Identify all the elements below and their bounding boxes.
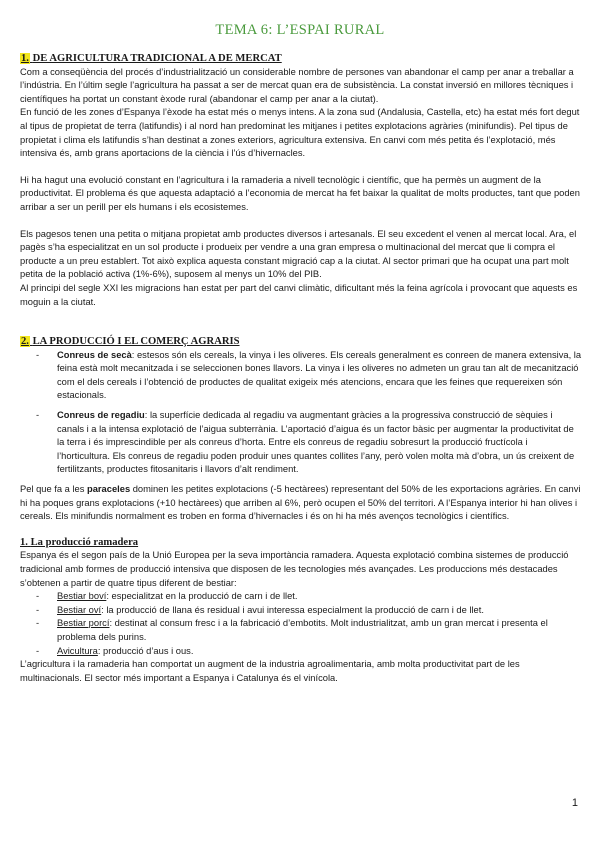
text-ovi: : la producció de llana és residual i avui interessa especialment la producció de carn i de llet.: [101, 604, 484, 615]
text-regadiu: : la superfície dedicada al regadiu va augmentant gràcies a la progressiva construcció de sèquies i canals i a la intensa explotació de l’aigua subterrània. L’aportació d’aigua és un factor bàsic per augmentar la productivitat de la terra i és imprescindible per als conreus d’horta. Entre els conreus de regadiu sobresurt la producció fructícola i l’horticultura. Els conreus de regadiu poden produir unes quantes collites l’any, però volen molta mà d’obra, un ús creixent de fertilitzants, productes fitosanitaris i llavors d’alt rendiment.: [57, 410, 575, 475]
section-2-paragraph: [20, 483, 582, 524]
list-item-porci: [20, 617, 582, 644]
section-1-title: DE AGRICULTURA TRADICIONAL A DE MERCAT: [32, 53, 282, 64]
document-body: [20, 52, 582, 685]
section-1-paragraph-1: Com a conseqüència del procés d’industrialització un considerable nombre de persones van abandonar el camp per anar a treballar a l’indústria. En l’últim segle l’agricultura ha passat a ser de mercat quan era de subsistència. La constat inversió en millores tècniques i científiques ha portat un constant èxode rural (abandonar el camp per anar a la ciutat).: [20, 66, 574, 104]
list-item-avicultura: [20, 645, 582, 659]
page-number: 1: [571, 797, 578, 809]
parceles-pre: Pel que fa a les: [20, 484, 88, 495]
section-2-title: LA PRODUCCIÓ I EL COMERÇ AGRARIS: [32, 336, 240, 348]
section-1-heading: [20, 52, 582, 66]
parceles-post: dominen les petites explotacions (-5 hectàrees) representant del 50% de les exportacions agràries. En canvi hi ha poques grans explotacions (+10 hectàrees) que arriben al 6%, però ocupen el 50% del territori. A l’Espanya interior hi han olives i cereals. Els minifundis normalment es troben en forma d’hivernacles i és on hi ha més avenços tecnològics i científics.: [20, 484, 581, 522]
list-item-bovi: [20, 590, 582, 604]
section-3-number: 1.: [20, 536, 28, 548]
section-1-paragraph-4: Els pagesos tenen una petita o mitjana propietat amb productes diversos i artesanals. El seu excedent el venen al mercat local. Ara, el pagès s’ha especialitzat en un sol producte i produeix per vendre a una gran empresa o multinacional del mercat que li compra el producte a un preu establert. Tot això explica aquesta constant migració cap a la ciutat. Al sector primari que ha ocupat una part molt petita de la població activa (1%-6%), suposem al menys un 10% del PIB.: [20, 228, 577, 280]
text-avicultura: : producció d’aus i ous.: [97, 645, 194, 656]
text-seca: : estesos són els cereals, la vinya i les oliveres. Els cereals generalment es conreen de manera extensiva, la feina està molt mecanitzada i se seleccionen bones llavors. La vinya i les oliveres no admeten un grau tan alt de mecanització com el dels cereals i l’obtenció de productes de qualitat exigeix més atencions, encara que les feines que requereixen són estacionals.: [57, 349, 582, 401]
section-2-list: [20, 349, 582, 477]
section-1-paragraph-3: Hi ha hagut una evolució constant en l’agricultura i la ramaderia a nivell tecnològic i científic, que ha permès un augment de la productivitat. El problema és que aquesta adaptació a l’economia de mercat ha fet baixar la qualitat de molts productes, tant que poden arribar a ser un perill per els humans i els ecosistemes.: [20, 174, 580, 212]
term-regadiu: Conreus de regadiu: [57, 410, 145, 421]
section-1-paragraph-5: Al principi del segle XXI les migracions han estat per part del canvi climàtic, dificultant més la feina agrícola i provocant que aquests es moguin a la ciutat.: [20, 282, 578, 307]
section-1-paragraph-2: En funció de les zones d’Espanya l’èxode ha estat més o menys intens. A la zona sud (Andalusia, Castella, etc) ha estat més fort degut al tipus de propietat de terra (latifundis) i al nord han predominat les mitjanes i petites explotacions agràries (minifundis). Pel tipus de propietat i clima els latifundis s’han destinat a zones exteriors, agricultura extensiva. En canvi com més petita és l’explotació, més intensiva és, amb grans aportacions de la ciència i l’ús d’hivernacles.: [20, 107, 580, 159]
section-3-paragraph-1: Espanya és el segon país de la Unió Europea per la seva importància ramadera. Aquesta explotació combina sistemes de producció tradicional amb formes de producció intensiva que disposen de les tecnologies més avançades. Les produccions més destacades s’obtenen a partir de quatre tipus diferent de bestiar:: [20, 550, 569, 588]
list-item-secà: [20, 349, 582, 403]
term-ovi: Bestiar oví: [57, 604, 102, 615]
section-1-number: 1.: [21, 53, 29, 64]
text-bovi: : especialitzat en la producció de carn i de llet.: [106, 591, 298, 602]
section-3-title: La producció ramadera: [30, 536, 139, 548]
term-porci: Bestiar porcí: [57, 618, 110, 629]
term-avicultura: Avicultura: [57, 645, 98, 656]
livestock-list: [20, 590, 582, 658]
section-2-number: 2.: [21, 336, 29, 348]
section-2-heading: [20, 335, 582, 349]
term-paraceles: paraceles: [87, 484, 131, 495]
section-3-paragraph-2: L’agricultura i la ramaderia han comportat un augment de la industria agroalimentaria, amb molta productivitat part de les multinacionals. El sector més important a Espanya i Catalunya és el vinícola.: [20, 659, 520, 683]
term-bovi: Bestiar boví: [57, 591, 107, 602]
document-title: TEMA 6: L’ESPAI RURAL: [215, 22, 385, 38]
section-3-heading: [20, 536, 582, 550]
list-item-regadiu: [20, 409, 582, 477]
term-seca: Conreus de secà: [57, 349, 132, 360]
list-item-ovi: [20, 604, 582, 618]
text-porci: : destinat al consum fresc i a la fabricació d’embotits. Molt industrialitzat, amb un gran mercat i presenta el problema dels purins.: [57, 618, 548, 642]
